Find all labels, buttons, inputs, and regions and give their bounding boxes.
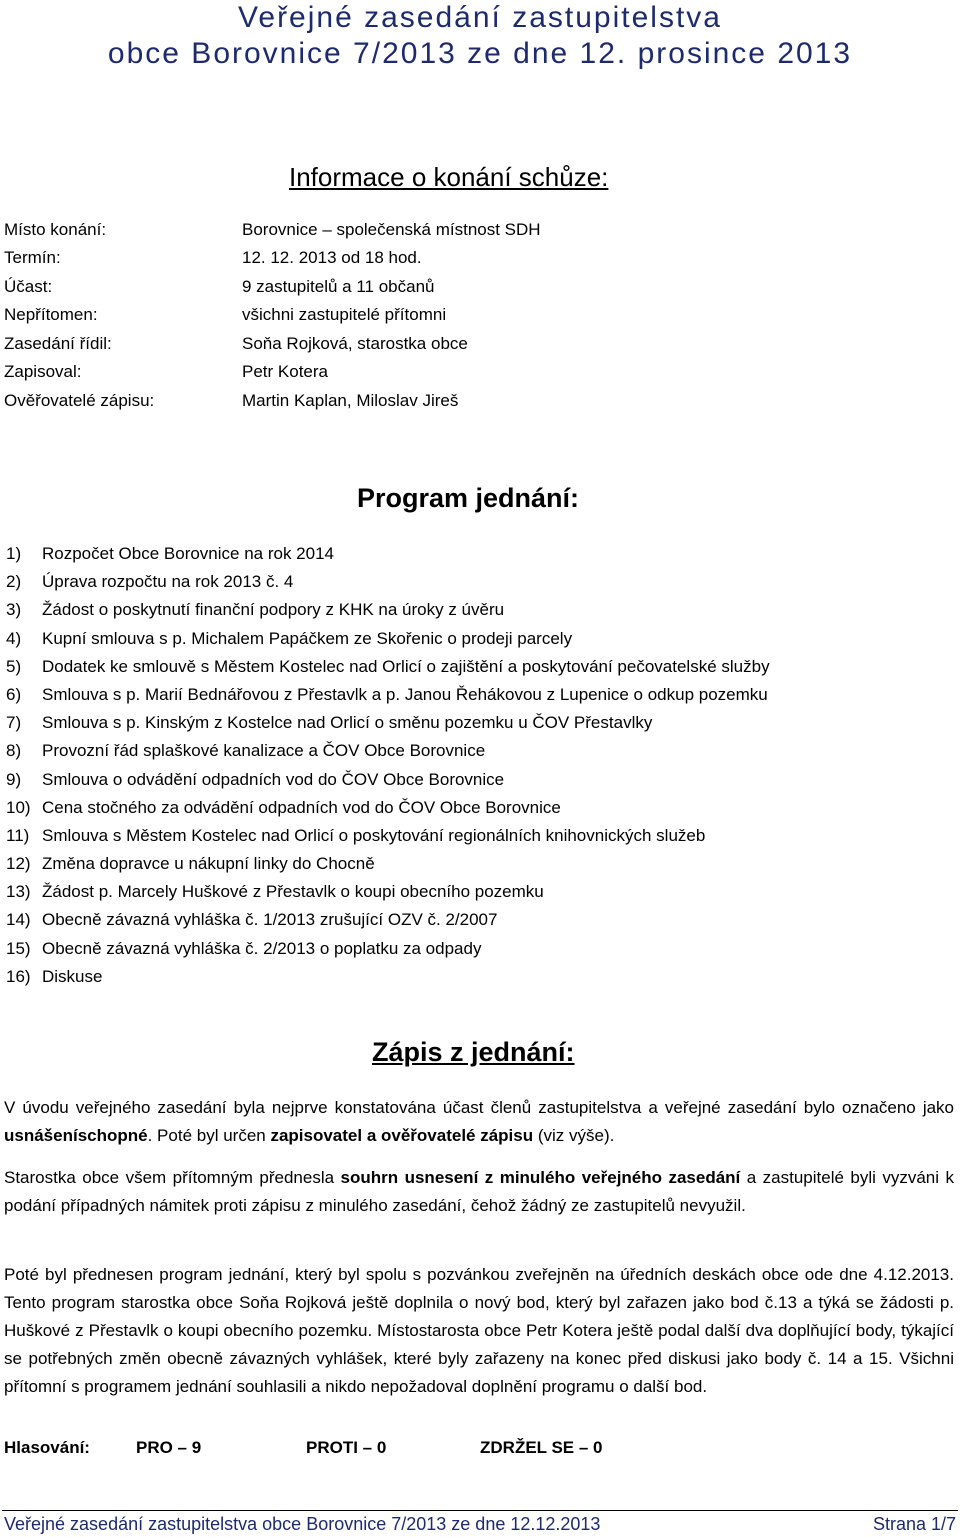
list-item-text: Cena stočného za odvádění odpadních vod do ČOV Obce Borovnice (42, 798, 561, 817)
page-footer (4, 1514, 956, 1535)
footer-divider (2, 1510, 958, 1511)
list-item-number: 8) (6, 741, 22, 760)
list-item (6, 713, 956, 741)
list-item (6, 939, 956, 967)
info-value: 9 zastupitelů a 11 občanů (242, 277, 435, 296)
vote-zdrzel: ZDRŽEL SE – 0 (480, 1438, 603, 1457)
info-row (0, 391, 960, 419)
list-item-text: Rozpočet Obce Borovnice na rok 2014 (42, 544, 335, 563)
title-line-1: Veřejné zasedání zastupitelstva (238, 1, 722, 34)
info-row (0, 277, 960, 305)
list-item-text: Obecně závazná vyhláška č. 2/2013 o poplatku za odpady (42, 939, 482, 958)
program-heading: Program jednání: (357, 483, 580, 513)
list-item (6, 882, 956, 910)
list-item-number: 2) (6, 572, 22, 591)
info-row (0, 305, 960, 333)
list-item-number: 10) (6, 798, 31, 817)
list-item (6, 600, 956, 628)
footer-title: Veřejné zasedání zastupitelstva obce Borovnice 7/2013 ze dne 12.12.2013 (4, 1514, 601, 1534)
info-value: Borovnice – společenská místnost SDH (242, 220, 541, 239)
list-item-number: 9) (6, 770, 22, 789)
list-item-text: Smlouva s Městem Kostelec nad Orlicí o poskytování regionálních knihovnických služeb (42, 826, 706, 845)
list-item-number: 11) (6, 826, 30, 845)
title-line-2: obce Borovnice 7/2013 ze dne 12. prosince 2013 (107, 37, 853, 70)
list-item-number: 13) (6, 882, 31, 901)
list-item-text: Smlouva o odvádění odpadních vod do ČOV Obce Borovnice (42, 770, 505, 789)
list-item (6, 741, 956, 769)
list-item-number: 7) (6, 713, 22, 732)
list-item-number: 16) (6, 967, 31, 986)
page-number: Strana 1/7 (872, 1514, 956, 1534)
list-item (6, 910, 956, 938)
list-item-number: 15) (6, 939, 31, 958)
info-value: 12. 12. 2013 od 18 hod. (242, 248, 422, 267)
vote-proti: PROTI – 0 (306, 1438, 387, 1457)
info-row (0, 362, 960, 390)
info-value: Martin Kaplan, Miloslav Jireš (242, 391, 459, 410)
list-item-number: 5) (6, 657, 22, 676)
list-item (6, 967, 956, 995)
list-item-text: Smlouva s p. Marií Bednářovou z Přestavlk a p. Janou Řehákovou z Lupenice o odkup pozemku (42, 685, 768, 704)
info-row (0, 248, 960, 276)
minutes-heading: Zápis z jednání: (372, 1037, 575, 1067)
info-value: všichni zastupitelé přítomni (242, 305, 447, 324)
vote-pro: PRO – 9 (136, 1438, 202, 1457)
list-item (6, 854, 956, 882)
info-label: Místo konání: (4, 220, 107, 239)
list-item (6, 544, 956, 572)
list-item-number: 4) (6, 629, 22, 648)
list-item-text: Smlouva s p. Kinským z Kostelce nad Orlicí o směnu pozemku u ČOV Přestavlky (42, 713, 653, 732)
paragraph-opening (4, 1094, 954, 1150)
info-label: Nepřítomen: (4, 305, 98, 324)
list-item (6, 826, 956, 854)
info-label: Zapisoval: (4, 362, 82, 381)
paragraph-bold-text: zapisovatel a ověřovatelé zápisu (270, 1126, 534, 1145)
list-item (6, 657, 956, 685)
list-item-text: Dodatek ke smlouvě s Městem Kostelec nad Orlicí o zajištění a poskytování pečovatelské služby (42, 657, 770, 676)
list-item-number: 6) (6, 685, 22, 704)
info-heading: Informace o konání schůze: (289, 162, 609, 192)
paragraph-program: Poté byl přednesen program jednání, který byl spolu s pozvánkou zveřejněn na úředních deskách obce ode dne 4.12.2013. Tento program starostka obce Soňa Rojková ještě doplnila o nový bod, který byl zařazen jako bod č.13 a týká se žádosti p. Huškové z Přestavlk o koupi obecního pozemku. Místostarosta obce Petr Kotera ještě podal další dva doplňující body, týkající se potřebných změn obecně závazných vyhlášek, které byly zařazeny na konec před diskusi jako body č. 14 a 15. Všichni přítomní s programem jednání souhlasili a nikdo nepožadoval doplnění programu o další bod. (4, 1265, 954, 1396)
document-title (0, 0, 960, 72)
paragraph-text: a zastupitelé byli vyzváni k podání případných námitek proti zápisu z minulého zasedání, čehož žádný ze zastupitelů nevyužil. (4, 1168, 954, 1215)
info-row (0, 220, 960, 248)
vote-label: Hlasování: (4, 1438, 90, 1457)
info-label: Ověřovatelé zápisu: (4, 391, 155, 410)
list-item-text: Úprava rozpočtu na rok 2013 č. 4 (42, 572, 294, 591)
info-value: Petr Kotera (242, 362, 328, 381)
info-value: Soňa Rojková, starostka obce (242, 334, 468, 353)
list-item-text: Kupní smlouva s p. Michalem Papáčkem ze Skořenic o prodeji parcely (42, 629, 573, 648)
list-item (6, 770, 956, 798)
list-item-number: 14) (6, 910, 31, 929)
list-item-text: Žádost p. Marcely Huškové z Přestavlk o koupi obecního pozemku (42, 882, 544, 901)
paragraph-text: V úvodu veřejného zasedání byla nejprve konstatována účast členů zastupitelstva a veřejné zasedání bylo označeno jako (4, 1098, 954, 1117)
list-item (6, 629, 956, 657)
list-item-text: Obecně závazná vyhláška č. 1/2013 zrušující OZV č. 2/2007 (42, 910, 498, 929)
list-item-number: 3) (6, 600, 22, 619)
info-row (0, 334, 960, 362)
list-item-number: 1) (6, 544, 22, 563)
list-item (6, 572, 956, 600)
list-item (6, 798, 956, 826)
paragraph-bold-text: souhrn usnesení z minulého veřejného zasedání (340, 1168, 741, 1187)
paragraph-text: (viz výše). (533, 1126, 615, 1145)
list-item-number: 12) (6, 854, 31, 873)
list-item-text: Diskuse (42, 967, 103, 986)
paragraph-text: Starostka obce všem přítomným přednesla (4, 1168, 341, 1187)
list-item (6, 685, 956, 713)
info-label: Zasedání řídil: (4, 334, 112, 353)
paragraph-bold-text: usnášeníschopné (4, 1126, 148, 1145)
paragraph-previous-minutes (4, 1164, 954, 1220)
paragraph-text: . Poté byl určen (147, 1126, 271, 1145)
info-label: Účast: (4, 277, 53, 296)
list-item-text: Provozní řád splaškové kanalizace a ČOV Obce Borovnice (42, 741, 486, 760)
list-item-text: Žádost o poskytnutí finanční podpory z KHK na úroky z úvěru (42, 600, 505, 619)
list-item-text: Změna dopravce u nákupní linky do Chocně (42, 854, 375, 873)
info-label: Termín: (4, 248, 61, 267)
